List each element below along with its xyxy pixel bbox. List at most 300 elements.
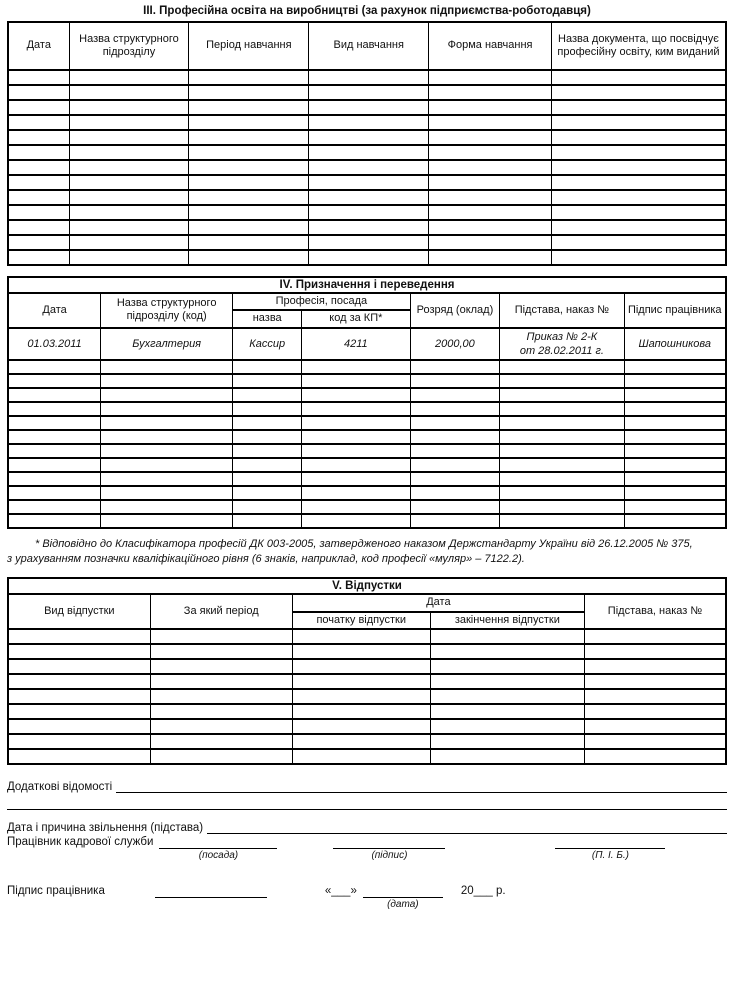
empty-cell — [585, 749, 726, 764]
year-label: 20___ р. — [460, 884, 506, 897]
empty-cell — [101, 444, 233, 458]
empty-cell — [189, 160, 309, 175]
empty-cell — [410, 486, 500, 500]
empty-cell — [309, 235, 429, 250]
empty-cell — [101, 430, 233, 444]
empty-cell — [189, 205, 309, 220]
empty-row — [8, 472, 726, 486]
empty-cell — [69, 220, 189, 235]
empty-row — [8, 115, 726, 130]
empty-cell — [8, 719, 150, 734]
empty-cell — [551, 175, 726, 190]
empty-cell — [8, 374, 101, 388]
empty-cell — [69, 115, 189, 130]
employee-signature-row — [7, 885, 727, 910]
empty-cell — [233, 444, 302, 458]
empty-cell — [8, 70, 69, 85]
empty-cell — [624, 388, 726, 402]
position-blank — [159, 836, 277, 849]
empty-cell — [8, 402, 101, 416]
empty-cell — [150, 689, 292, 704]
empty-cell — [585, 644, 726, 659]
dismissal-blank — [207, 820, 727, 834]
dismissal-label: Дата і причина звільнення (підстава) — [7, 821, 204, 834]
empty-cell — [309, 205, 429, 220]
empty-cell — [8, 145, 69, 160]
empty-cell — [500, 388, 624, 402]
empty-cell — [101, 374, 233, 388]
empty-row — [8, 205, 726, 220]
employee-signature-label: Підпис працівника — [7, 884, 105, 897]
education-header-row — [8, 22, 726, 70]
empty-cell — [233, 430, 302, 444]
empty-cell — [624, 360, 726, 374]
empty-cell — [101, 514, 233, 528]
empty-cell — [69, 175, 189, 190]
col-header-code: код за КП* — [302, 310, 410, 327]
empty-cell — [189, 100, 309, 115]
empty-cell — [309, 115, 429, 130]
empty-cell — [624, 402, 726, 416]
empty-cell — [500, 360, 624, 374]
empty-cell — [292, 719, 430, 734]
empty-cell — [410, 402, 500, 416]
col-header-basis: Підстава, наказ № — [500, 293, 624, 328]
empty-cell — [189, 220, 309, 235]
date-quote-blank: «___» — [324, 884, 357, 897]
section3-title: III. Професійна освіта на виробництві (за рахунок підприємства-роботодавця) — [143, 5, 591, 17]
empty-cell — [309, 220, 429, 235]
empty-cell — [302, 388, 410, 402]
empty-cell — [8, 85, 69, 100]
empty-row — [8, 514, 726, 528]
empty-row — [8, 704, 726, 719]
section4-title: IV. Призначення і переведення — [8, 277, 726, 293]
employee-signature-blank — [155, 885, 267, 898]
empty-cell — [500, 486, 624, 500]
empty-cell — [430, 749, 584, 764]
col-header-basis: Підстава, наказ № — [585, 594, 726, 629]
empty-cell — [551, 235, 726, 250]
appointments-title-row — [8, 277, 726, 293]
empty-row — [8, 749, 726, 764]
empty-cell — [233, 500, 302, 514]
empty-cell — [69, 100, 189, 115]
empty-cell — [189, 235, 309, 250]
empty-row — [8, 175, 726, 190]
empty-cell — [8, 250, 69, 265]
empty-cell — [429, 220, 552, 235]
position-hint: (посада) — [198, 849, 239, 861]
empty-cell — [69, 250, 189, 265]
empty-cell — [101, 472, 233, 486]
empty-cell — [624, 514, 726, 528]
empty-cell — [585, 719, 726, 734]
empty-cell — [101, 416, 233, 430]
empty-cell — [8, 749, 150, 764]
col-header-kind: Вид навчання — [309, 22, 429, 70]
empty-cell — [69, 85, 189, 100]
empty-cell — [302, 500, 410, 514]
empty-row — [8, 629, 726, 644]
empty-row — [8, 374, 726, 388]
empty-row — [8, 674, 726, 689]
empty-cell — [150, 644, 292, 659]
empty-cell — [302, 374, 410, 388]
empty-cell — [69, 205, 189, 220]
empty-cell — [8, 659, 150, 674]
education-table — [7, 21, 727, 266]
empty-cell — [189, 190, 309, 205]
empty-row — [8, 486, 726, 500]
name-blank-group — [555, 836, 665, 861]
empty-cell — [150, 674, 292, 689]
empty-cell — [233, 402, 302, 416]
date-hint: (дата) — [387, 898, 419, 910]
empty-row — [8, 160, 726, 175]
empty-cell — [189, 175, 309, 190]
empty-cell — [69, 235, 189, 250]
empty-cell — [69, 190, 189, 205]
empty-row — [8, 444, 726, 458]
empty-cell — [292, 659, 430, 674]
empty-cell — [8, 734, 150, 749]
empty-cell — [8, 430, 101, 444]
empty-row — [8, 430, 726, 444]
empty-cell — [500, 416, 624, 430]
empty-cell — [101, 388, 233, 402]
record-code: 4211 — [302, 328, 410, 361]
empty-cell — [8, 160, 69, 175]
empty-cell — [585, 674, 726, 689]
vacations-table — [7, 577, 727, 765]
empty-cell — [410, 500, 500, 514]
empty-cell — [430, 734, 584, 749]
col-header-name: назва — [233, 310, 302, 327]
empty-cell — [8, 629, 150, 644]
empty-cell — [410, 374, 500, 388]
empty-cell — [233, 360, 302, 374]
section5-title: V. Відпустки — [8, 578, 726, 594]
empty-row — [8, 145, 726, 160]
record-name: Кассир — [233, 328, 302, 361]
empty-cell — [8, 360, 101, 374]
empty-cell — [302, 402, 410, 416]
col-header-date: Дата — [8, 293, 101, 328]
empty-cell — [309, 130, 429, 145]
empty-cell — [8, 674, 150, 689]
empty-cell — [302, 514, 410, 528]
empty-cell — [585, 704, 726, 719]
empty-cell — [430, 704, 584, 719]
empty-cell — [8, 388, 101, 402]
empty-cell — [585, 659, 726, 674]
empty-cell — [551, 145, 726, 160]
empty-row — [8, 85, 726, 100]
empty-cell — [302, 444, 410, 458]
empty-cell — [429, 130, 552, 145]
empty-cell — [302, 472, 410, 486]
empty-cell — [233, 458, 302, 472]
empty-cell — [8, 472, 101, 486]
col-header-start: початку відпустки — [292, 612, 430, 629]
empty-cell — [585, 734, 726, 749]
col-header-unit: Назва структурного підрозділу (код) — [101, 293, 233, 328]
empty-cell — [551, 220, 726, 235]
empty-cell — [189, 85, 309, 100]
empty-cell — [551, 160, 726, 175]
empty-cell — [150, 749, 292, 764]
empty-row — [8, 416, 726, 430]
kp-footnote — [7, 529, 727, 577]
empty-cell — [429, 70, 552, 85]
empty-row — [8, 220, 726, 235]
additional-info-label: Додаткові відомості — [7, 780, 113, 793]
empty-row — [8, 734, 726, 749]
empty-cell — [500, 444, 624, 458]
empty-cell — [189, 130, 309, 145]
empty-cell — [309, 145, 429, 160]
empty-cell — [233, 486, 302, 500]
record-basis — [500, 328, 624, 361]
empty-row — [8, 458, 726, 472]
empty-cell — [189, 145, 309, 160]
empty-cell — [302, 430, 410, 444]
col-header-form: Форма навчання — [429, 22, 552, 70]
record-basis-line2: от 28.02.2011 г. — [519, 345, 604, 358]
footnote-line2: з урахуванням позначки кваліфікаційного рівня (6 знаків, наприклад, код професії «муляр» – 7122.2). — [7, 553, 525, 566]
empty-row — [8, 360, 726, 374]
form-footer — [7, 765, 727, 910]
name-hint: (П. І. Б.) — [591, 849, 629, 861]
empty-cell — [410, 430, 500, 444]
empty-cell — [429, 85, 552, 100]
empty-row — [8, 719, 726, 734]
empty-cell — [8, 689, 150, 704]
empty-cell — [309, 250, 429, 265]
empty-cell — [624, 500, 726, 514]
empty-row — [8, 689, 726, 704]
signature-blank-group — [333, 836, 445, 861]
empty-cell — [429, 160, 552, 175]
empty-row — [8, 235, 726, 250]
date-blank — [363, 885, 443, 898]
empty-cell — [551, 130, 726, 145]
empty-cell — [429, 175, 552, 190]
empty-cell — [430, 674, 584, 689]
additional-info-row — [7, 779, 727, 793]
empty-cell — [429, 250, 552, 265]
empty-cell — [624, 458, 726, 472]
empty-cell — [8, 486, 101, 500]
appointment-record-row — [8, 328, 726, 361]
empty-cell — [551, 85, 726, 100]
col-header-type: Вид відпустки — [8, 594, 150, 629]
empty-cell — [410, 444, 500, 458]
empty-row — [8, 388, 726, 402]
empty-cell — [551, 250, 726, 265]
empty-cell — [8, 115, 69, 130]
empty-cell — [585, 689, 726, 704]
empty-cell — [551, 205, 726, 220]
empty-cell — [410, 472, 500, 486]
empty-cell — [292, 644, 430, 659]
empty-cell — [500, 500, 624, 514]
empty-cell — [8, 704, 150, 719]
empty-cell — [150, 734, 292, 749]
record-grade: 2000,00 — [410, 328, 500, 361]
empty-cell — [500, 402, 624, 416]
empty-cell — [302, 416, 410, 430]
empty-cell — [292, 749, 430, 764]
empty-cell — [150, 704, 292, 719]
empty-cell — [8, 235, 69, 250]
empty-cell — [430, 689, 584, 704]
empty-row — [8, 644, 726, 659]
empty-cell — [69, 145, 189, 160]
empty-cell — [309, 85, 429, 100]
empty-cell — [292, 674, 430, 689]
empty-cell — [429, 205, 552, 220]
empty-cell — [500, 458, 624, 472]
empty-cell — [551, 115, 726, 130]
empty-cell — [69, 130, 189, 145]
empty-cell — [8, 458, 101, 472]
col-header-date-group: Дата — [292, 594, 584, 611]
empty-cell — [233, 472, 302, 486]
empty-cell — [410, 416, 500, 430]
record-date: 01.03.2011 — [8, 328, 101, 361]
empty-cell — [233, 388, 302, 402]
record-unit: Бухгалтерия — [101, 328, 233, 361]
empty-cell — [8, 644, 150, 659]
empty-cell — [500, 430, 624, 444]
empty-cell — [551, 190, 726, 205]
vacations-title-row — [8, 578, 726, 594]
empty-cell — [500, 514, 624, 528]
col-header-signature: Підпис працівника — [624, 293, 726, 328]
empty-cell — [189, 250, 309, 265]
empty-cell — [8, 514, 101, 528]
hr-officer-label: Працівник кадрової служби — [7, 835, 154, 848]
empty-cell — [8, 444, 101, 458]
empty-row — [8, 100, 726, 115]
empty-cell — [309, 175, 429, 190]
empty-cell — [101, 486, 233, 500]
empty-cell — [233, 514, 302, 528]
empty-cell — [410, 458, 500, 472]
empty-cell — [69, 160, 189, 175]
footnote-line1: * Відповідно до Класифікатора професій ДК 003-2005, затвердженого наказом Держстандарту України від 26.12.2005 № 375, — [35, 538, 693, 551]
empty-cell — [309, 70, 429, 85]
empty-cell — [8, 500, 101, 514]
date-blank-group — [363, 885, 443, 910]
empty-cell — [624, 416, 726, 430]
empty-cell — [429, 115, 552, 130]
signature-blank — [333, 836, 445, 849]
empty-cell — [302, 360, 410, 374]
empty-cell — [8, 100, 69, 115]
record-basis-line1: Приказ № 2-К — [526, 330, 598, 343]
empty-cell — [551, 70, 726, 85]
empty-cell — [8, 416, 101, 430]
empty-row — [8, 402, 726, 416]
position-blank-group — [159, 836, 277, 861]
empty-cell — [500, 374, 624, 388]
empty-cell — [101, 458, 233, 472]
empty-cell — [302, 486, 410, 500]
col-header-unit: Назва структурного підрозділу — [69, 22, 189, 70]
additional-info-blank — [116, 779, 727, 793]
hr-officer-row — [7, 836, 727, 861]
empty-cell — [624, 444, 726, 458]
empty-row — [8, 500, 726, 514]
empty-cell — [101, 500, 233, 514]
empty-cell — [292, 704, 430, 719]
empty-cell — [429, 145, 552, 160]
empty-row — [8, 250, 726, 265]
col-header-end: закінчення відпустки — [430, 612, 584, 629]
empty-cell — [8, 130, 69, 145]
empty-cell — [430, 659, 584, 674]
empty-row — [8, 659, 726, 674]
col-header-grade: Розряд (оклад) — [410, 293, 500, 328]
empty-cell — [624, 430, 726, 444]
col-header-period: Період навчання — [189, 22, 309, 70]
empty-cell — [429, 190, 552, 205]
empty-cell — [410, 360, 500, 374]
empty-cell — [8, 175, 69, 190]
empty-cell — [430, 719, 584, 734]
vacations-header-row-1 — [8, 594, 726, 611]
empty-row — [8, 130, 726, 145]
empty-cell — [585, 629, 726, 644]
empty-cell — [430, 629, 584, 644]
empty-cell — [101, 360, 233, 374]
empty-cell — [410, 514, 500, 528]
col-header-document: Назва документа, що посвідчує професійну освіту, ким виданий — [551, 22, 726, 70]
empty-cell — [150, 719, 292, 734]
col-header-period: За який період — [150, 594, 292, 629]
empty-cell — [69, 70, 189, 85]
appointments-header-row-1 — [8, 293, 726, 310]
empty-row — [8, 190, 726, 205]
empty-cell — [8, 220, 69, 235]
empty-cell — [309, 190, 429, 205]
empty-cell — [624, 472, 726, 486]
empty-cell — [233, 416, 302, 430]
empty-row — [8, 70, 726, 85]
col-header-profession-group: Професія, посада — [233, 293, 410, 310]
empty-cell — [189, 70, 309, 85]
empty-cell — [430, 644, 584, 659]
empty-cell — [189, 115, 309, 130]
empty-cell — [302, 458, 410, 472]
empty-cell — [551, 100, 726, 115]
empty-cell — [150, 629, 292, 644]
empty-cell — [309, 100, 429, 115]
empty-cell — [292, 629, 430, 644]
empty-cell — [410, 388, 500, 402]
empty-cell — [292, 689, 430, 704]
empty-cell — [500, 472, 624, 486]
signature-hint: (підпис) — [371, 849, 408, 861]
empty-cell — [233, 374, 302, 388]
empty-cell — [8, 205, 69, 220]
empty-cell — [429, 100, 552, 115]
empty-cell — [624, 486, 726, 500]
appointments-table — [7, 276, 727, 529]
